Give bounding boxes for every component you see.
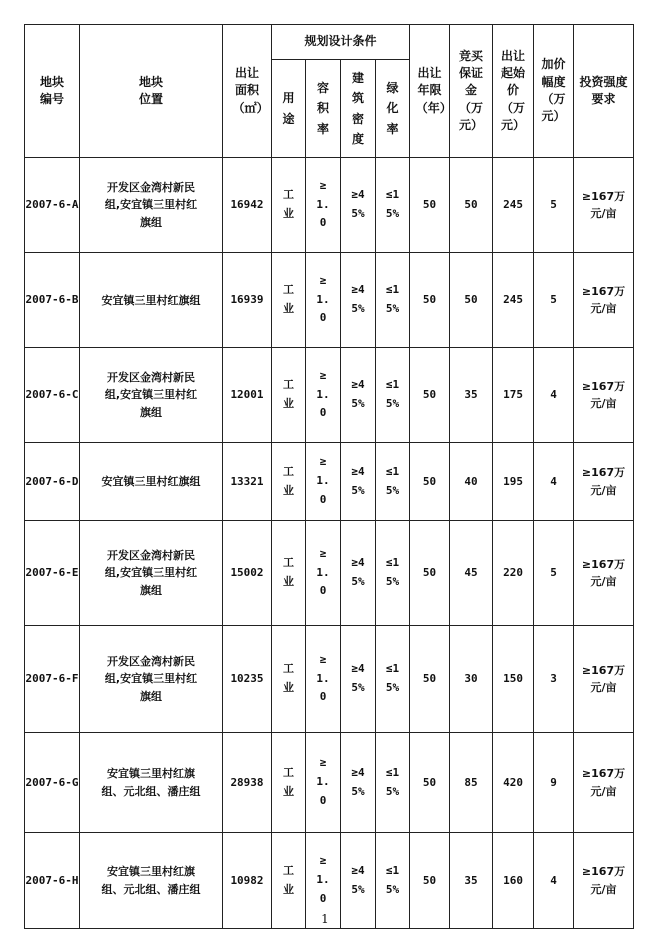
parcel-increment: 4 <box>534 833 574 929</box>
parcel-green: ≤15% <box>376 348 410 443</box>
parcel-price: 160 <box>493 833 534 929</box>
parcel-term: 50 <box>410 733 450 833</box>
parcel-investment: ≥167万元/亩 <box>574 158 634 253</box>
parcel-deposit: 40 <box>450 443 493 521</box>
parcel-far: ≥1.0 <box>306 443 341 521</box>
table-row <box>25 348 634 443</box>
parcel-increment: 4 <box>534 443 574 521</box>
table-row <box>25 158 634 253</box>
parcel-far: ≥1.0 <box>306 521 341 626</box>
header-increment: 加价幅度（万元） <box>534 25 574 158</box>
parcel-investment: ≥167万元/亩 <box>574 253 634 348</box>
parcel-green: ≤15% <box>376 158 410 253</box>
parcel-far: ≥1.0 <box>306 348 341 443</box>
parcel-area: 10982 <box>223 833 272 929</box>
parcel-location: 安宜镇三里村红旗组 <box>80 253 223 348</box>
land-parcel-table <box>24 24 634 929</box>
parcel-use: 工业 <box>272 158 306 253</box>
parcel-location: 安宜镇三里村红旗组 <box>80 443 223 521</box>
parcel-deposit: 35 <box>450 833 493 929</box>
parcel-price: 245 <box>493 253 534 348</box>
parcel-green: ≤15% <box>376 833 410 929</box>
parcel-term: 50 <box>410 833 450 929</box>
parcel-id: 2007-6-G <box>25 733 80 833</box>
parcel-green: ≤15% <box>376 733 410 833</box>
parcel-use: 工业 <box>272 833 306 929</box>
parcel-deposit: 30 <box>450 626 493 733</box>
parcel-investment: ≥167万元/亩 <box>574 626 634 733</box>
parcel-term: 50 <box>410 443 450 521</box>
parcel-far: ≥1.0 <box>306 253 341 348</box>
parcel-id: 2007-6-C <box>25 348 80 443</box>
parcel-density: ≥45% <box>341 253 376 348</box>
parcel-use: 工业 <box>272 348 306 443</box>
parcel-investment: ≥167万元/亩 <box>574 348 634 443</box>
parcel-area: 16942 <box>223 158 272 253</box>
table-row <box>25 733 634 833</box>
parcel-far: ≥1.0 <box>306 733 341 833</box>
header-far: 容积率 <box>306 60 341 158</box>
header-investment: 投资强度要求 <box>574 25 634 158</box>
parcel-increment: 5 <box>534 253 574 348</box>
parcel-term: 50 <box>410 158 450 253</box>
parcel-density: ≥45% <box>341 626 376 733</box>
page-number: 1 <box>321 912 329 926</box>
parcel-use: 工业 <box>272 733 306 833</box>
parcel-location: 安宜镇三里村红旗组、元北组、潘庄组 <box>80 733 223 833</box>
parcel-location: 开发区金湾村新民组,安宜镇三里村红旗组 <box>80 158 223 253</box>
parcel-area: 15002 <box>223 521 272 626</box>
header-starting-price: 出让起始价（万元） <box>493 25 534 158</box>
parcel-deposit: 50 <box>450 158 493 253</box>
header-deposit: 竞买保证金（万元） <box>450 25 493 158</box>
parcel-investment: ≥167万元/亩 <box>574 833 634 929</box>
parcel-deposit: 50 <box>450 253 493 348</box>
parcel-far: ≥1.0 <box>306 626 341 733</box>
parcel-green: ≤15% <box>376 253 410 348</box>
parcel-area: 16939 <box>223 253 272 348</box>
parcel-density: ≥45% <box>341 733 376 833</box>
parcel-price: 420 <box>493 733 534 833</box>
parcel-area: 12001 <box>223 348 272 443</box>
parcel-investment: ≥167万元/亩 <box>574 443 634 521</box>
parcel-location: 开发区金湾村新民组,安宜镇三里村红旗组 <box>80 348 223 443</box>
parcel-location: 开发区金湾村新民组,安宜镇三里村红旗组 <box>80 521 223 626</box>
parcel-use: 工业 <box>272 626 306 733</box>
parcel-price: 150 <box>493 626 534 733</box>
parcel-density: ≥45% <box>341 833 376 929</box>
parcel-area: 13321 <box>223 443 272 521</box>
parcel-price: 220 <box>493 521 534 626</box>
parcel-increment: 5 <box>534 521 574 626</box>
parcel-area: 28938 <box>223 733 272 833</box>
header-term: 出让年限（年） <box>410 25 450 158</box>
table-row <box>25 626 634 733</box>
parcel-price: 195 <box>493 443 534 521</box>
parcel-term: 50 <box>410 348 450 443</box>
parcel-green: ≤15% <box>376 443 410 521</box>
parcel-location: 安宜镇三里村红旗组、元北组、潘庄组 <box>80 833 223 929</box>
parcel-far: ≥1.0 <box>306 158 341 253</box>
parcel-density: ≥45% <box>341 521 376 626</box>
parcel-term: 50 <box>410 521 450 626</box>
parcel-increment: 9 <box>534 733 574 833</box>
parcel-use: 工业 <box>272 443 306 521</box>
parcel-green: ≤15% <box>376 626 410 733</box>
header-green: 绿化率 <box>376 60 410 158</box>
header-area: 出让面积（㎡） <box>223 25 272 158</box>
parcel-id: 2007-6-D <box>25 443 80 521</box>
parcel-investment: ≥167万元/亩 <box>574 521 634 626</box>
header-density: 建筑密度 <box>341 60 376 158</box>
parcel-deposit: 45 <box>450 521 493 626</box>
parcel-deposit: 35 <box>450 348 493 443</box>
header-planning-conditions: 规划设计条件 <box>272 25 410 60</box>
parcel-id: 2007-6-A <box>25 158 80 253</box>
parcel-term: 50 <box>410 626 450 733</box>
parcel-increment: 4 <box>534 348 574 443</box>
table-row <box>25 521 634 626</box>
parcel-increment: 5 <box>534 158 574 253</box>
parcel-density: ≥45% <box>341 443 376 521</box>
parcel-price: 175 <box>493 348 534 443</box>
parcel-use: 工业 <box>272 253 306 348</box>
parcel-increment: 3 <box>534 626 574 733</box>
parcel-price: 245 <box>493 158 534 253</box>
table-row <box>25 443 634 521</box>
header-parcel-id: 地块编号 <box>25 25 80 158</box>
table-row <box>25 253 634 348</box>
parcel-location: 开发区金湾村新民组,安宜镇三里村红旗组 <box>80 626 223 733</box>
parcel-id: 2007-6-B <box>25 253 80 348</box>
parcel-id: 2007-6-E <box>25 521 80 626</box>
parcel-area: 10235 <box>223 626 272 733</box>
parcel-investment: ≥167万元/亩 <box>574 733 634 833</box>
parcel-density: ≥45% <box>341 348 376 443</box>
parcel-deposit: 85 <box>450 733 493 833</box>
parcel-far: ≥1.0 <box>306 833 341 929</box>
parcel-id: 2007-6-F <box>25 626 80 733</box>
header-location: 地块位置 <box>80 25 223 158</box>
parcel-id: 2007-6-H <box>25 833 80 929</box>
parcel-term: 50 <box>410 253 450 348</box>
parcel-green: ≤15% <box>376 521 410 626</box>
parcel-use: 工业 <box>272 521 306 626</box>
parcel-density: ≥45% <box>341 158 376 253</box>
header-use: 用途 <box>272 60 306 158</box>
